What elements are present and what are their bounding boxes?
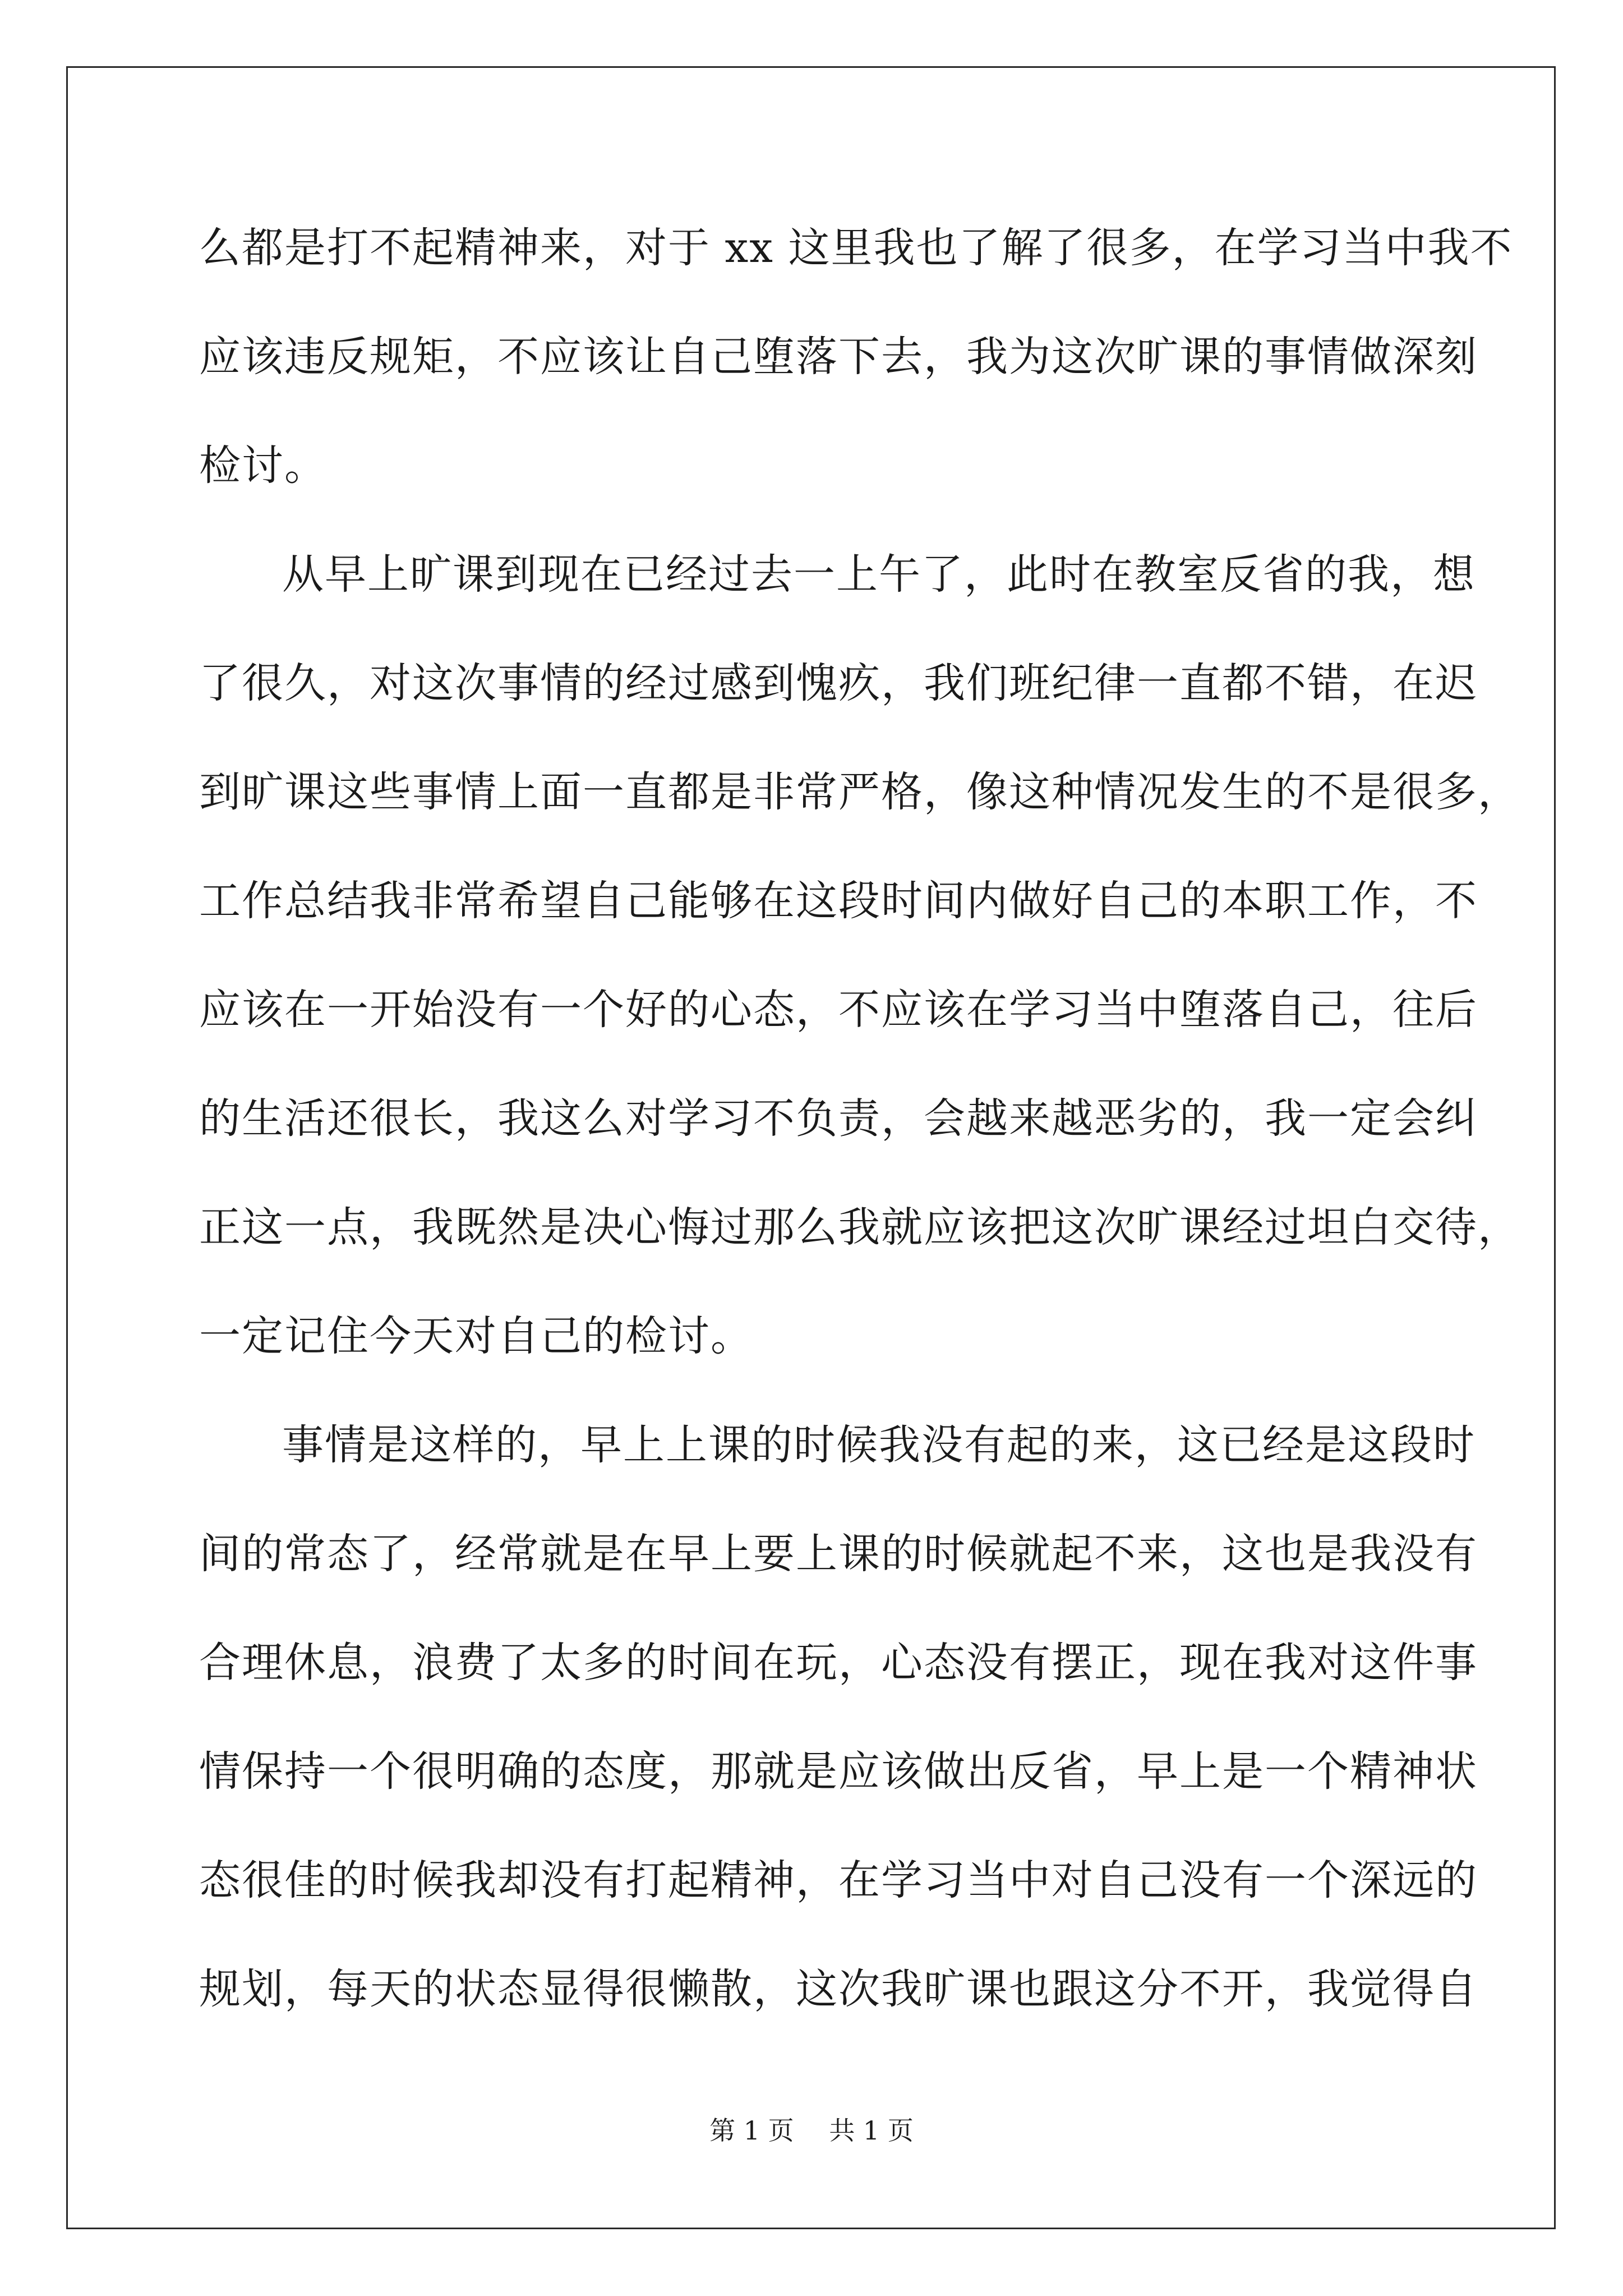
- text-line: 事情是这样的，早上上课的时候我没有起的来，这已经是这段时: [282, 1421, 1476, 1469]
- text-line: 应该违反规矩，不应该让自己堕落下去，我为这次旷课的事情做深刻: [199, 333, 1478, 381]
- text-line: 么都是打不起精神来，对于 xx 这里我也了解了很多，在学习当中我不: [199, 224, 1513, 272]
- text-line: 一定记住今天对自己的检讨。: [199, 1312, 753, 1360]
- text-line: 合理休息，浪费了太多的时间在玩，心态没有摆正，现在我对这件事: [199, 1639, 1478, 1687]
- text-line: 工作总结我非常希望自己能够在这段时间内做好自己的本职工作，不: [199, 877, 1478, 925]
- text-line: 的生活还很长，我这么对学习不负责，会越来越恶劣的，我一定会纠: [199, 1094, 1478, 1143]
- text-line: 情保持一个很明确的态度，那就是应该做出反省，早上是一个精神状: [199, 1747, 1478, 1796]
- text-line: 应该在一开始没有一个好的心态，不应该在学习当中堕落自己，往后: [199, 986, 1478, 1034]
- text-line: 从早上旷课到现在已经过去一上午了，此时在教室反省的我，想: [282, 550, 1476, 599]
- page-footer: [0, 2114, 1623, 2147]
- text-line: 态很佳的时候我却没有打起精神，在学习当中对自己没有一个深远的: [199, 1856, 1478, 1904]
- text-line: 检讨。: [199, 441, 327, 490]
- document-body: [199, 194, 1520, 2044]
- page-total: 共 1 页: [829, 2115, 914, 2146]
- text-line: 规划，每天的状态显得很懒散，这次我旷课也跟这分不开，我觉得自: [199, 1965, 1478, 2013]
- text-line: 间的常态了，经常就是在早上要上课的时候就起不来，这也是我没有: [199, 1530, 1478, 1578]
- text-line: 了很久，对这次事情的经过感到愧疚，我们班纪律一直都不错，在迟: [199, 659, 1478, 707]
- text-line: 正这一点，我既然是决心悔过那么我就应该把这次旷课经过坦白交待，: [199, 1203, 1520, 1251]
- text-line: 到旷课这些事情上面一直都是非常严格，像这种情况发生的不是很多，: [199, 768, 1520, 816]
- page-number: 第 1 页: [709, 2115, 794, 2146]
